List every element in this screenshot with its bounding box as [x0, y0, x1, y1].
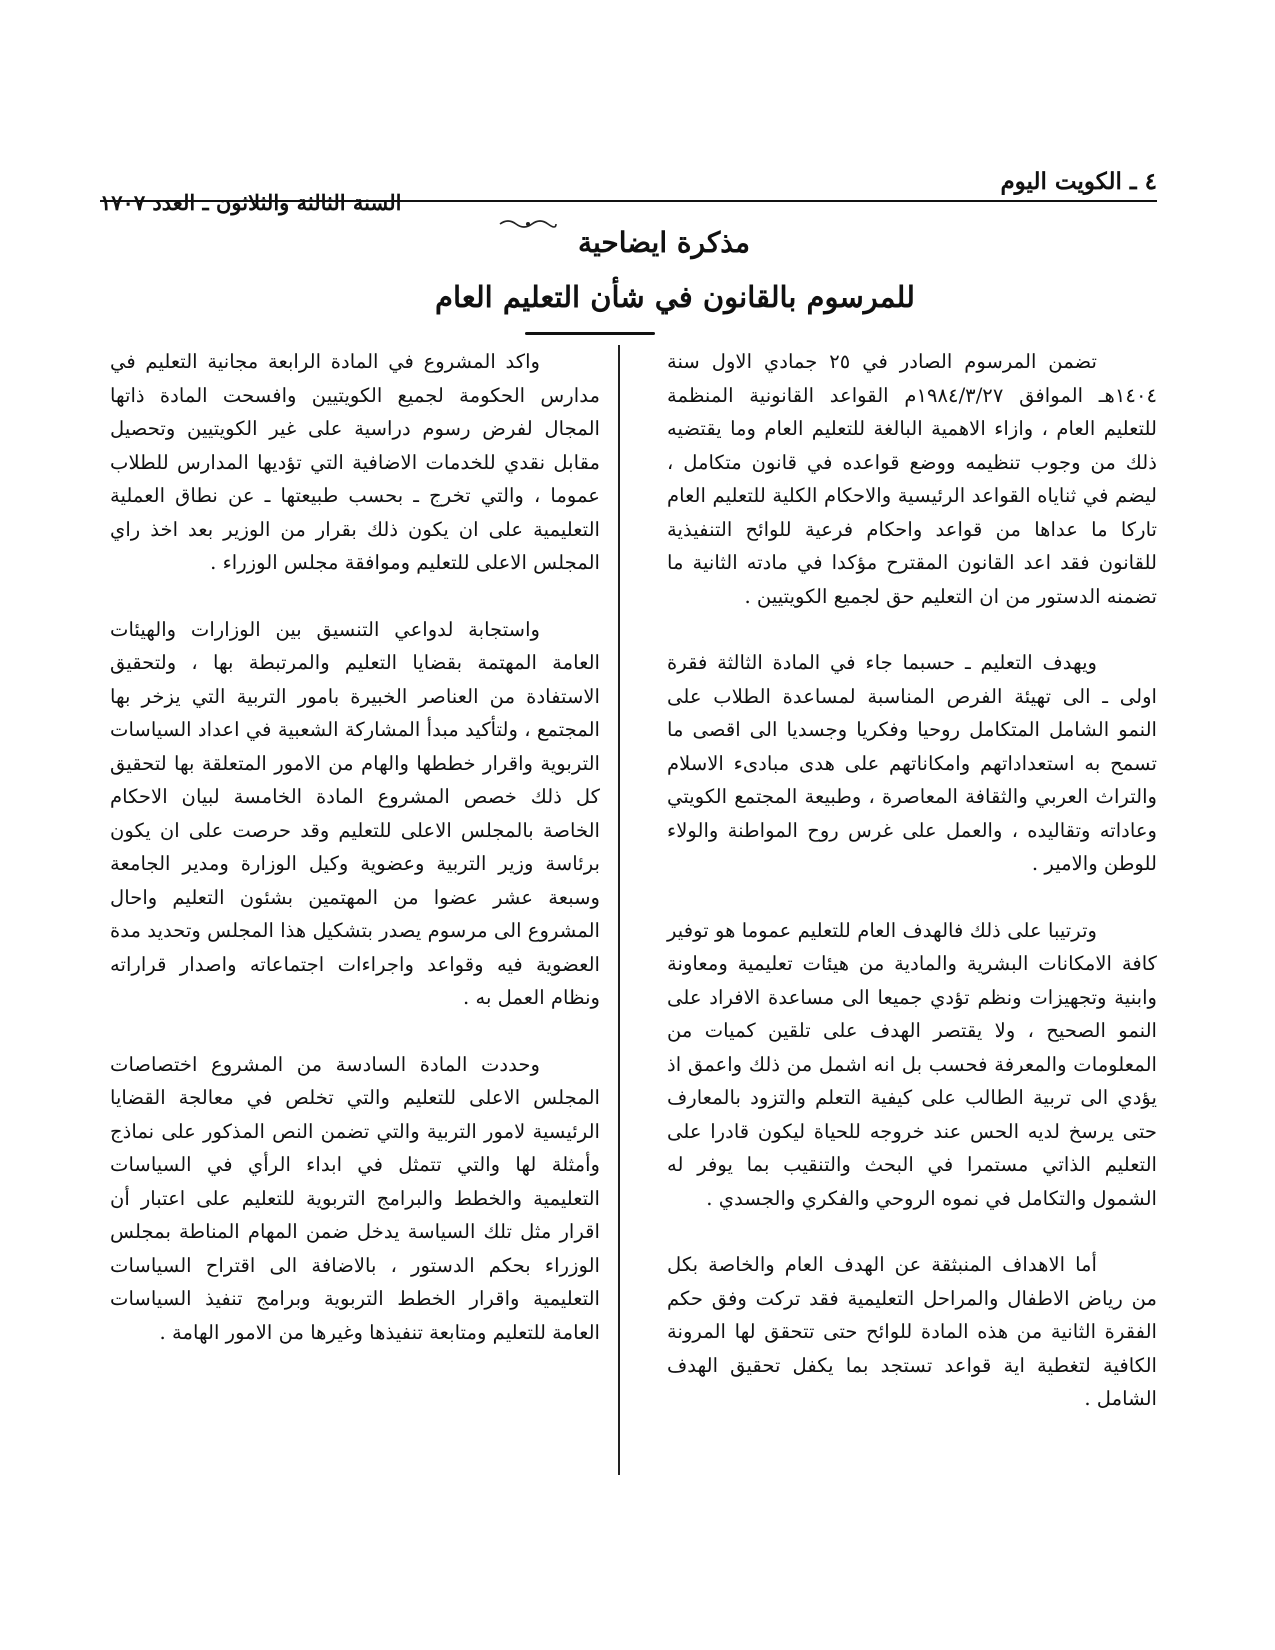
issue-info: السنة الثالثة والثلاثون ـ العدد ١٧٠٧	[100, 190, 402, 215]
right-column	[667, 345, 1157, 1555]
left-column	[110, 345, 600, 1555]
newspaper-header: ٤ ـ الكويت اليوم	[1000, 168, 1157, 195]
paragraph: أما الاهداف المنبثقة عن الهدف العام والخاصة بكل من رياض الاطفال والمراحل التعليمية فقد تركت وفق حكم الفقرة الثانية من هذه المادة للوائح حتى تتحقق لها المرونة الكافية لتغطية اية قواعد تستجد بما يكفل تحقيق الهدف الشامل .	[667, 1253, 1157, 1410]
column-divider	[618, 345, 620, 1475]
document-subtitle: للمرسوم بالقانون في شأن التعليم العام	[435, 280, 915, 314]
title-ornament-icon	[498, 218, 558, 230]
paragraph: واستجابة لدواعي التنسيق بين الوزارات والهيئات العامة المهتمة بقضايا التعليم والمرتبطة بها ، ولتحقيق الاستفادة من العناصر الخبيرة بامور التربية التي يزخر بها المجتمع ، ولتأكيد مبدأ المشاركة الشعبية في اعداد السياسات التربوية واقرار خططها والهام من الامور المتعلقة بها لتحقيق كل ذلك خصص المشروع المادة الخامسة لبيان الاحكام الخاصة بالمجلس الاعلى للتعليم وقد حرصت على ان يكون برئاسة وزير التربية وعضوية وكيل الوزارة ومدير الجامعة وسبعة عشر عضوا من المهتمين بشئون التعليم واحال المشروع الى مرسوم يصدر بتشكيل هذا المجلس وتحديد مدة العضوية فيه وقواعد واجراءات اجتماعاته واصدار قراراته ونظام العمل به .	[110, 617, 600, 1009]
paragraph: وترتيبا على ذلك فالهدف العام للتعليم عموما هو توفير كافة الامكانات البشرية والمادية من هيئات تعليمية ومعاونة وابنية وتجهيزات ونظم تؤدي جميعا الى مساعدة الافراد على النمو الصحيح ، ولا يقتصر الهدف على تلقين كميات من المعلومات والمعرفة فحسب بل انه اشمل من ذلك واعمق اذ يؤدي الى تربية الطالب على كيفية التعلم والتزود بالمعارف حتى يرسخ لديه الحس عند خروجه للحياة ليكون قادرا على التعليم الذاتي مستمرا في البحث والتنقيب بما يوفر له الشمول والتكامل في نموه الروحي والفكري والجسدي .	[667, 918, 1157, 1210]
paragraph: وحددت المادة السادسة من المشروع اختصاصات المجلس الاعلى للتعليم والتي تخلص في معالجة القضايا الرئيسية لامور التربية والتي تضمن النص المذكور على نماذج وأمثلة لها والتي تتمثل في ابداء الرأي في السياسات التعليمية والخطط والبرامج التربوية للتعليم على اعتبار أن اقرار مثل تلك السياسة يدخل ضمن المهام المناطة بمجلس الوزراء بحكم الدستور ، بالاضافة الى اقتراح السياسات التعليمية واقرار الخطط التربوية وبرامج تنفيذ السياسات العامة للتعليم ومتابعة تنفيذها وغيرها من الامور الهامة .	[110, 1052, 600, 1344]
document-title: مذكرة ايضاحية	[577, 226, 750, 259]
header-rule	[100, 200, 1157, 202]
paragraph: تضمن المرسوم الصادر في ٢٥ جمادي الاول سنة ١٤٠٤هـ الموافق ١٩٨٤/٣/٢٧م القواعد القانونية المنظمة للتعليم العام ، وازاء الاهمية البالغة للتعليم العام وما يقتضيه ذلك من وجوب تنظيمه ووضع قواعده في قانون متكامل ، ليضم في ثناياه القواعد الرئيسية والاحكام الكلية للتعليم العام تاركا ما عداها من قواعد واحكام فرعية للوائح التنفيذية للقانون فقد اعد القانون المقترح مؤكدا في مادته الثانية ما تضمنه الدستور من ان التعليم حق لجميع الكويتيين .	[667, 350, 1157, 608]
title-underline	[525, 332, 655, 335]
paragraph: ويهدف التعليم ـ حسبما جاء في المادة الثالثة فقرة اولى ـ الى تهيئة الفرص المناسبة لمساعدة الطلاب على النمو الشامل المتكامل روحيا وفكريا وجسديا الى اقصى ما تسمح به استعداداتهم وامكاناتهم على هدى مبادىء الاسلام والتراث العربي والثقافة المعاصرة ، وطبيعة المجتمع الكويتي وعاداته وتقاليده ، والعمل على غرس روح المواطنة والولاء للوطن والامير .	[667, 651, 1157, 875]
paragraph: واكد المشروع في المادة الرابعة مجانية التعليم في مدارس الحكومة لجميع الكويتيين وافسحت المادة ذاتها المجال لفرض رسوم دراسية على غير الكويتيين وتحصيل مقابل نقدي للخدمات الاضافية التي تؤديها المدارس للطلاب عموما ، والتي تخرج ـ بحسب طبيعتها ـ عن نطاق العملية التعليمية على ان يكون ذلك بقرار من الوزير بعد اخذ راي المجلس الاعلى للتعليم وموافقة مجلس الوزراء .	[110, 350, 600, 574]
